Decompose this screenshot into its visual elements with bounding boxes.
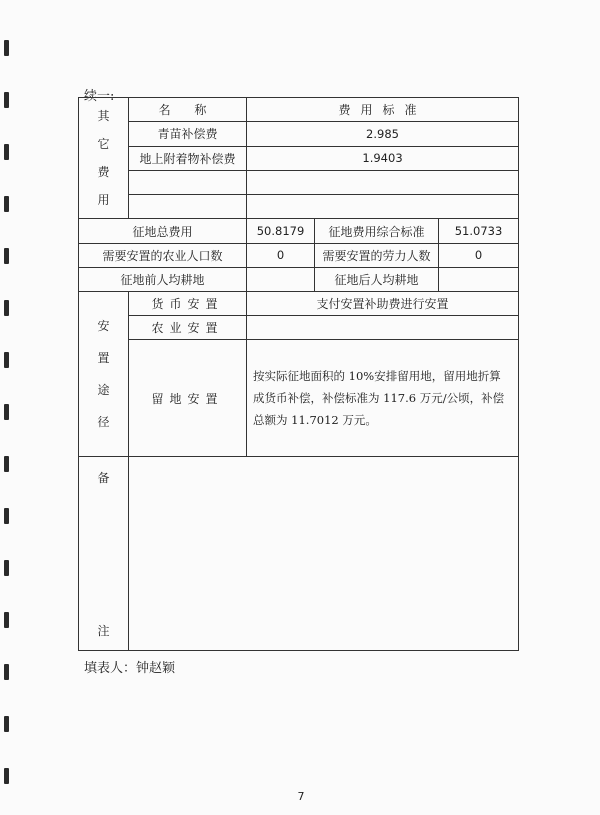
total-fee-row — [79, 219, 519, 243]
remarks-row — [79, 457, 519, 651]
labor-count-value: 0 — [439, 243, 519, 267]
binding-hole — [4, 40, 9, 56]
binding-hole — [4, 92, 9, 108]
binding-hole — [4, 768, 9, 784]
page-number: 7 — [297, 790, 305, 803]
land-requisition-fee-table — [78, 97, 519, 651]
remarks-label-cell — [79, 457, 129, 651]
other-fees-header-row — [79, 98, 519, 122]
remarks-content — [129, 457, 519, 651]
farm-population-value: 0 — [247, 243, 315, 267]
binding-hole — [4, 404, 9, 420]
resettlement-method: 货币安置 — [129, 292, 247, 315]
binding-hole — [4, 248, 9, 264]
binding-hole — [4, 664, 9, 680]
fee-value: 2.985 — [247, 122, 519, 146]
fee-row — [79, 170, 519, 194]
fee-value: 1.9403 — [247, 146, 519, 170]
remarks-label-top: 备 — [97, 470, 110, 485]
resettle-count-row — [79, 243, 519, 267]
combined-standard-value: 51.0733 — [439, 219, 519, 243]
resettlement-label-cell — [79, 292, 129, 457]
total-fee-label: 征地总费用 — [79, 219, 247, 243]
binding-hole — [4, 352, 9, 368]
resettlement-plan — [247, 315, 519, 339]
other-fees-label: 其它费用 — [97, 109, 110, 208]
binding-holes — [4, 30, 16, 810]
fee-value — [247, 170, 519, 194]
farmland-before-label: 征地前人均耕地 — [79, 268, 247, 292]
resettlement-plan: 按实际征地面积的 10%安排留用地，留用地折算成货币补偿，补偿标准为 117.6 万元/公顷，补偿总额为 11.7012 万元。 — [247, 339, 519, 456]
binding-hole — [4, 612, 9, 628]
fee-value — [247, 195, 519, 219]
form-filler: 填表人：钟赵颖 — [84, 661, 176, 676]
total-fee-value: 50.8179 — [247, 219, 315, 243]
resettlement-plan: 支付安置补助费进行安置 — [247, 292, 519, 315]
binding-hole — [4, 456, 9, 472]
binding-hole — [4, 560, 9, 576]
binding-hole — [4, 300, 9, 316]
resettlement-row — [79, 315, 519, 339]
fee-row — [79, 122, 519, 146]
fee-name — [129, 195, 247, 219]
binding-hole — [4, 716, 9, 732]
col-name-header: 名 称 — [129, 98, 247, 122]
fee-name — [129, 170, 247, 194]
fee-name: 地上附着物补偿费 — [129, 146, 247, 170]
resettlement-row — [79, 339, 519, 456]
remarks-label-bottom: 注 — [97, 623, 110, 638]
continued-label: 续一: — [84, 89, 115, 104]
col-standard-header: 费用标准 — [247, 98, 519, 122]
resettlement-method: 农业安置 — [129, 315, 247, 339]
combined-standard-label: 征地费用综合标准 — [315, 219, 439, 243]
farmland-before-value — [247, 268, 315, 292]
resettlement-label: 安置途径 — [97, 319, 110, 430]
other-fees-label-cell — [79, 98, 129, 219]
farmland-after-value — [439, 268, 519, 292]
fee-row — [79, 146, 519, 170]
binding-hole — [4, 144, 9, 160]
fee-name: 青苗补偿费 — [129, 122, 247, 146]
farm-population-label: 需要安置的农业人口数 — [79, 243, 247, 267]
farmland-after-label: 征地后人均耕地 — [315, 268, 439, 292]
fee-row — [79, 195, 519, 219]
labor-count-label: 需要安置的劳力人数 — [315, 243, 439, 267]
resettlement-method: 留地安置 — [129, 339, 247, 456]
binding-hole — [4, 196, 9, 212]
binding-hole — [4, 508, 9, 524]
resettlement-row — [79, 292, 519, 315]
farmland-per-capita-row — [79, 268, 519, 292]
